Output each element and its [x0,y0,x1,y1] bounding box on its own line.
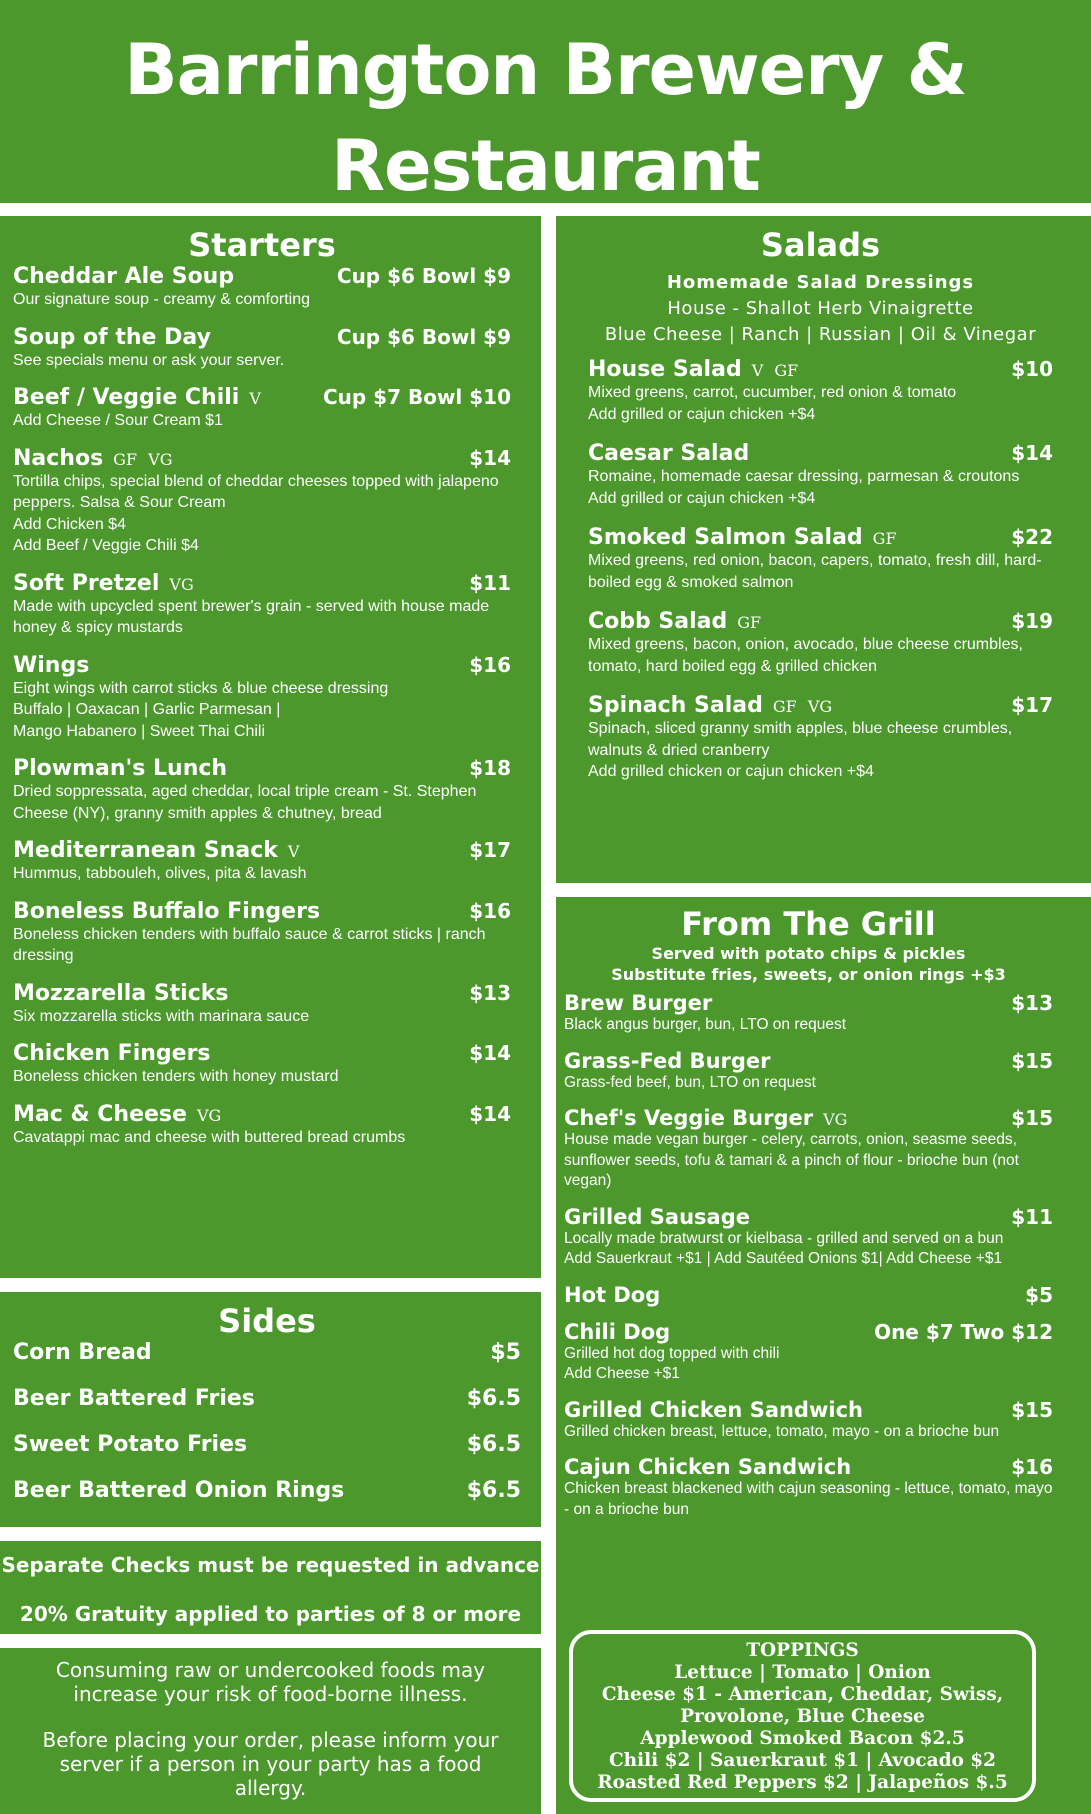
menu-item-header [13,325,511,350]
menu-item-name: Cheddar Ale Soup [13,264,235,289]
menu-item-description: House made vegan burger - celery, carrots, onion, seasme seeds, sunflower seeds, tofu & tamari & a pinch of flour - brioche bun (not vegan) [564,1131,1019,1189]
dietary-tags: V GF [751,361,799,380]
side-item-price: $6.5 [466,1386,521,1411]
topping-line: Provolone, Blue Cheese [680,1706,925,1727]
menu-item-name: Grilled Chicken Sandwich [564,1397,863,1422]
menu-item-name: Soup of the Day [13,324,211,350]
menu-item-description: Add grilled chicken or cajun chicken +$4 [588,763,874,780]
allergy-notice [0,1648,541,1814]
menu-item-description: Dried soppressata, aged cheddar, local triple cream - St. Stephen Cheese (NY), granny smith apples & chutney, bread [13,783,477,822]
menu-item [564,1205,1053,1270]
topping-line: Chili $2 | Sauerkraut $1 | Avocado $2 [608,1750,997,1771]
side-item-name: Corn Bread [13,1340,152,1365]
menu-item-description: Grass-fed beef, bun, LTO on request [564,1073,816,1091]
menu-item-header [564,1398,1053,1422]
separate-checks-note: Separate Checks must be requested in advance [1,1553,540,1577]
menu-item-name: Spinach Salad [588,693,763,718]
menu-item-description: Spinach, sliced granny smith apples, blue cheese crumbles, walnuts & dried cranberry [588,720,1013,759]
menu-item-price: $17 [469,838,511,862]
menu-header [0,0,1091,203]
side-item-name: Beer Battered Onion Rings [13,1478,345,1503]
menu-item-description: Add Beef / Veggie Chili $4 [13,537,199,554]
menu-item [588,441,1053,509]
side-item-name: Sweet Potato Fries [13,1432,248,1457]
dietary-tags: GF VG [113,449,173,469]
side-item [13,1478,521,1503]
menu-item-name: Mediterranean Snack [13,838,278,863]
menu-item-description: Eight wings with carrot sticks & blue cheese dressing [13,679,389,697]
dietary-tags: VG [196,1105,222,1125]
menu-item-title [564,1398,863,1422]
menu-item-title [13,899,320,924]
menu-item-description: Add Cheese / Sour Cream $1 [13,412,223,429]
menu-item-description: Mixed greens, red onion, bacon, capers, tomato, fresh dill, hard-boiled egg & smoked salmon [588,552,1042,591]
menu-item-description: Mixed greens, carrot, cucumber, red onion & tomato [588,384,957,401]
menu-item [13,1041,511,1088]
menu-item-title [13,981,229,1006]
side-item [13,1432,521,1457]
menu-item-price: $16 [469,652,511,677]
menu-item [564,1283,1053,1307]
toppings-list [573,1662,1032,1794]
salads-section [556,216,1091,883]
food-allergy-warning: Before placing your order, please inform your server if a person in your party has a food allergy. [42,1728,499,1800]
menu-item-name: Mac & Cheese [13,1101,187,1127]
menu-item-title [564,1205,750,1229]
menu-item [13,446,511,557]
menu-item-title [588,609,761,634]
menu-item-price: Cup $7 Bowl $10 [322,385,511,409]
menu-item-title [564,991,712,1015]
menu-item-description: Six mozzarella sticks with marinara sauce [13,1007,310,1025]
menu-item-description: Buffalo | Oaxacan | Garlic Parmesan | [13,701,281,718]
menu-item-title [564,1106,847,1130]
menu-item-header [588,609,1053,634]
topping-line: Applewood Smoked Bacon $2.5 [640,1728,965,1749]
menu-item-price: $14 [469,445,511,470]
menu-item-header [564,1455,1053,1479]
menu-item-title [564,1283,660,1307]
menu-item-header [13,899,511,924]
menu-item-description: Boneless chicken tenders with honey mustard [13,1068,339,1085]
menu-item-title [13,756,227,781]
toppings-box [569,1630,1036,1802]
menu-item-header [564,1106,1053,1130]
menu-item-price: $18 [469,756,511,780]
menu-item-description: Add Chicken $4 [13,515,126,533]
menu-item-price: One $7 Two $12 [874,1319,1053,1344]
salads-list [588,357,1053,783]
menu-item-title [564,1320,670,1344]
menu-item-name: Chicken Fingers [13,1041,211,1066]
menu-item-description: Black angus burger, bun, LTO on request [564,1016,847,1033]
menu-item-description: Our signature soup - creamy & comforting [13,291,311,308]
section-title-grill: From The Grill [681,905,936,943]
dietary-tags: V [287,842,300,861]
menu-item-title [13,1041,211,1066]
menu-item-header [13,1102,511,1127]
section-title-starters: Starters [188,226,336,264]
menu-item [13,325,511,372]
toppings-title: TOPPINGS [746,1640,859,1661]
menu-item-header [588,693,1053,718]
menu-item [564,1455,1053,1520]
menu-item-header [13,385,511,410]
menu-item-price: $11 [469,570,511,595]
menu-item-description: Boneless chicken tenders with buffalo sauce & carrot sticks | ranch dressing [13,925,486,964]
menu-item-price: $16 [1011,1455,1053,1479]
menu-item-description: Mixed greens, bacon, onion, avocado, blue cheese crumbles, tomato, hard boiled egg & grilled chicken [588,636,1023,675]
menu-item-description: Chicken breast blackened with cajun seasoning - lettuce, tomato, mayo - on a brioche bun [564,1480,1053,1518]
menu-item-header [13,838,511,863]
menu-item [564,1049,1053,1094]
menu-item [13,899,511,967]
menu-item-price: Cup $6 Bowl $9 [336,324,511,349]
menu-item-name: House Salad [588,357,742,382]
menu-item-price: $10 [1011,357,1053,381]
menu-item-header [564,991,1053,1015]
menu-item-price: $14 [469,1041,511,1065]
restaurant-title: Barrington Brewery & Restaurant [124,29,967,203]
menu-item [13,385,511,432]
menu-item-title [13,653,89,678]
menu-item-name: Boneless Buffalo Fingers [13,898,321,924]
menu-item-price: $22 [1011,525,1053,549]
menu-item [13,756,511,824]
menu-item-price: $17 [1011,693,1053,717]
starters-list [13,264,511,1148]
menu-item-name: Caesar Salad [588,441,750,466]
menu-item [13,264,511,311]
menu-item-description: Hummus, tabbouleh, olives, pita & lavash [13,865,307,882]
menu-item [564,1320,1053,1385]
menu-item-title [13,385,261,410]
gratuity-note: 20% Gratuity applied to parties of 8 or more [19,1602,522,1626]
dietary-tags: GF [737,613,762,632]
topping-line: Lettuce | Tomato | Onion [674,1662,931,1683]
sides-section [0,1292,541,1527]
menu-item-header [13,264,511,289]
menu-item-title [13,264,234,289]
menu-item-description: Tortilla chips, special blend of cheddar cheeses topped with jalapeno peppers. Salsa & Sour Cream [13,472,499,511]
menu-item-name: Nachos [13,445,104,471]
menu-item-name: Soft Pretzel [13,570,160,596]
menu-item-description: Grilled hot dog topped with chili [564,1344,780,1362]
menu-item-title [588,693,832,718]
menu-item-header [588,525,1053,550]
menu-item-name: Chef's Veggie Burger [564,1106,814,1130]
menu-item-header [588,441,1053,466]
dressings-line: Blue Cheese | Ranch | Russian | Oil & Vinegar [604,324,1037,345]
starters-section [0,216,541,1278]
menu-item-name: Smoked Salmon Salad [588,525,863,550]
menu-item [564,1106,1053,1192]
menu-item [588,693,1053,783]
menu-item-title [588,357,798,382]
menu-item-header [564,1320,1053,1344]
menu-item-title [13,838,299,863]
menu-item [564,991,1053,1036]
menu-item-description: Made with upcycled spent brewer's grain - served with house made honey & spicy mustards [13,597,490,636]
grill-subtitle: Served with potato chips & pickles [651,944,966,963]
menu-item-title [588,525,897,550]
raw-food-warning: Consuming raw or undercooked foods may increase your risk of food-borne illness. [55,1658,486,1706]
menu-item-header [13,571,511,596]
menu-item-header [13,446,511,471]
menu-item-name: Beef / Veggie Chili [13,385,240,410]
menu-item [588,609,1053,677]
menu-item [13,981,511,1028]
topping-line: Roasted Red Peppers $2 | Jalapeños $.5 [597,1772,1008,1793]
menu-item [13,653,511,743]
section-title-salads: Salads [760,226,881,264]
dietary-tags: GF [872,529,897,548]
side-item-price: $6.5 [466,1432,521,1457]
grill-subtitle: Substitute fries, sweets, or onion rings +$3 [611,965,1006,984]
dietary-tags: GF VG [772,697,833,716]
side-item [13,1386,521,1411]
side-item [13,1340,521,1365]
menu-item-description: Romaine, homemade caesar dressing, parmesan & croutons [588,468,1020,485]
dietary-tags: VG [169,574,194,594]
menu-item-name: Plowman's Lunch [13,756,228,781]
menu-item-price: $15 [1011,1048,1053,1073]
menu-item-price: $13 [1011,991,1053,1015]
menu-item-description: Grilled chicken breast, lettuce, tomato, mayo - on a brioche bun [564,1422,1000,1440]
menu-item-header [13,1041,511,1066]
menu-item-description: Add grilled or cajun chicken +$4 [588,405,816,423]
menu-item-title [564,1049,771,1073]
side-item-name: Beer Battered Fries [13,1386,255,1411]
menu-item-header [564,1283,1053,1307]
menu-item-name: Brew Burger [564,991,713,1015]
menu-item-name: Chili Dog [564,1319,671,1344]
menu-item-description: Locally made bratwurst or kielbasa - grilled and served on a bun [564,1229,1004,1247]
menu-item-description: Add grilled or cajun chicken +$4 [588,489,816,507]
dressings-title: Homemade Salad Dressings [666,272,975,293]
dietary-tags: V [249,389,261,408]
menu-item-header [564,1205,1053,1229]
menu-item-title [13,325,211,350]
menu-item [588,525,1053,593]
menu-item-title [13,446,172,471]
dietary-tags: VG [823,1110,848,1129]
menu-item-header [13,653,511,678]
menu-item-price: $15 [1011,1397,1053,1422]
dressings-line: House - Shallot Herb Vinaigrette [667,298,974,319]
grill-list [564,991,1053,1520]
menu-item-description: Add Cheese +$1 [564,1365,680,1382]
menu-item-name: Cajun Chicken Sandwich [564,1455,852,1479]
policy-notice [0,1541,541,1634]
menu-item-price: $11 [1011,1204,1053,1229]
menu-item-header [13,756,511,781]
section-title-sides: Sides [218,1302,316,1340]
menu-item-header [588,357,1053,382]
menu-item-name: Mozzarella Sticks [13,980,229,1006]
menu-item-price: $13 [469,980,511,1005]
menu-item [564,1398,1053,1443]
menu-item [13,838,511,885]
menu-item-title [13,1102,221,1127]
menu-item-name: Hot Dog [564,1282,661,1307]
menu-item-description: See specials menu or ask your server. [13,351,285,369]
side-item-price: $6.5 [466,1478,521,1503]
menu-item-name: Grass-Fed Burger [564,1048,771,1073]
topping-line: Cheese $1 - American, Cheddar, Swiss, [601,1684,1004,1705]
menu-item-price: $16 [469,898,511,923]
menu-item-price: $15 [1011,1106,1053,1130]
menu-item-name: Wings [13,652,90,678]
menu-item-price: $19 [1011,609,1053,633]
menu-item-price: Cup $6 Bowl $9 [336,264,511,288]
menu-item-title [13,571,194,596]
menu-item [13,571,511,639]
menu-item [588,357,1053,425]
sides-list [13,1340,521,1503]
menu-item-description: Add Sauerkraut +$1 | Add Sautéed Onions $1| Add Cheese +$1 [564,1250,1003,1267]
side-item-price: $5 [490,1340,521,1365]
menu-item-description: Cavatappi mac and cheese with buttered bread crumbs [13,1128,406,1146]
menu-item-title [564,1455,851,1479]
menu-item-description: Mango Habanero | Sweet Thai Chili [13,722,265,740]
menu-item-price: $14 [469,1101,511,1126]
menu-item-price: $5 [1025,1282,1053,1307]
menu-item-price: $14 [1011,441,1053,465]
menu-item-header [564,1049,1053,1073]
menu-item [13,1102,511,1149]
menu-item-name: Cobb Salad [588,609,728,634]
menu-item-title [588,441,749,466]
menu-item-header [13,981,511,1006]
menu-item-name: Grilled Sausage [564,1204,750,1229]
